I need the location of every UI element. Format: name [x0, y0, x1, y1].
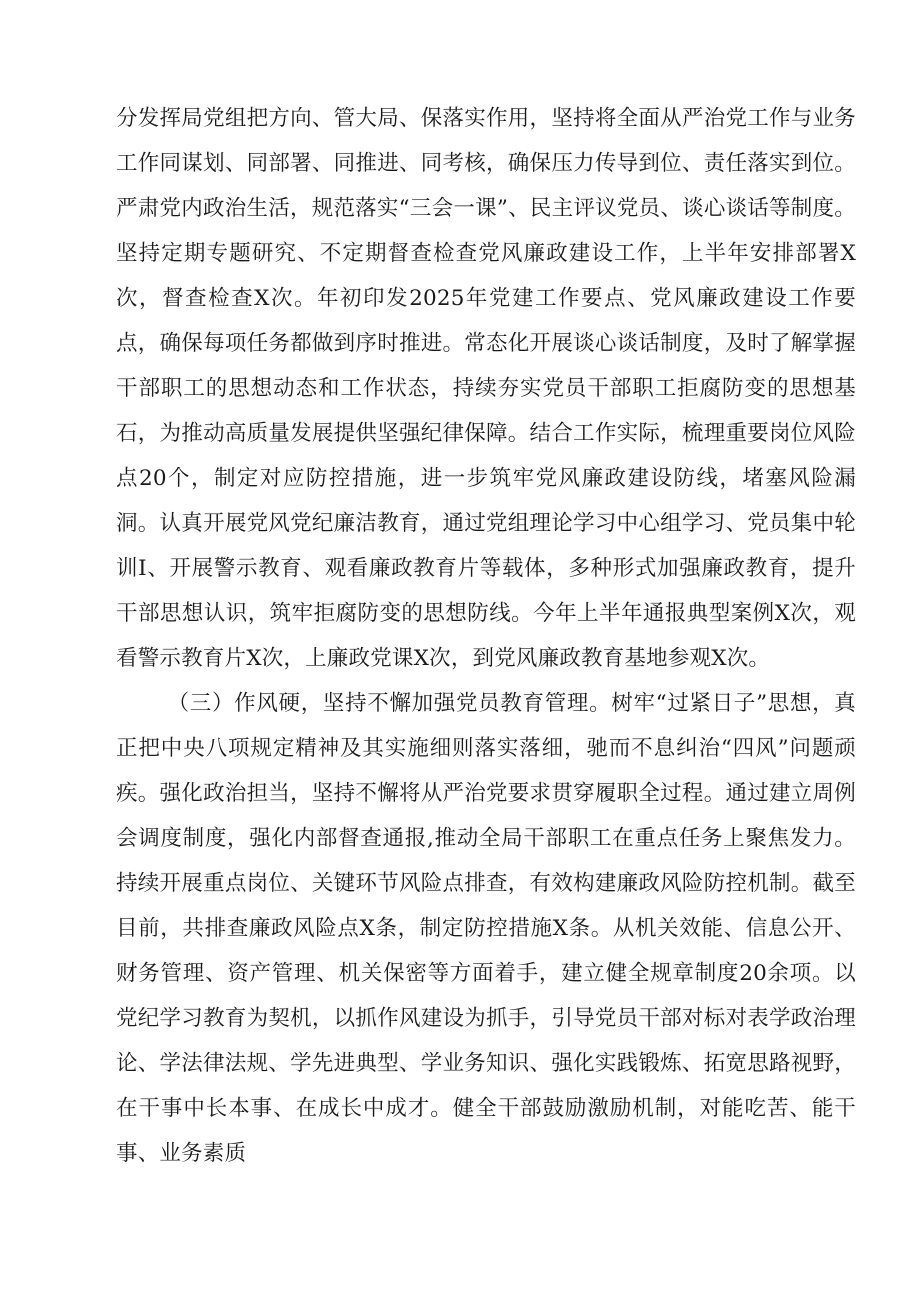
paragraph-work-style: （三）作风硬，坚持不懈加强党员教育管理。树牢“过紧日子”思想，真正把中央八项规定精神及其实施细则落实落细，驰而不息纠治“四风”问题顽疾。强化政治担当，坚持不懈将从严治党要求贯穿履职全过程。通过建立周例会调度制度，强化内部督查通报,推动全局干部职工在重点任务上聚焦发力。持续开展重点岗位、关键环节风险点排查，有效构建廉政风险防控机制。截至目前，共排查廉政风险点X条，制定防控措施X条。从机关效能、信息公开、财务管理、资产管理、机关保密等方面着手，建立健全规章制度20余项。以党纪学习教育为契机，以抓作风建设为抓手，引导党员干部对标对表学政治理论、学法律法规、学先进典型、学业务知识、强化实践锻炼、拓宽思路视野，在干事中长本事、在成长中成才。健全干部鼓励激励机制，对能吃苦、能干事、业务素质 [116, 691, 856, 1166]
document-body [116, 96, 856, 1176]
paragraph-party-conduct: 分发挥局党组把方向、管大局、保落实作用，坚持将全面从严治党工作与业务工作同谋划、同部署、同推进、同考核，确保压力传导到位、责任落实到位。严肃党内政治生活，规范落实“三会一课”、民主评议党员、谈心谈话等制度。坚持定期专题研究、不定期督查检查党风廉政建设工作，上半年安排部署X次，督查检查X次。年初印发2025年党建工作要点、党风廉政建设工作要点，确保每项任务都做到序时推进。常态化开展谈心谈话制度，及时了解掌握干部职工的思想动态和工作状态，持续夯实党员干部职工拒腐防变的思想基石，为推动高质量发展提供坚强纪律保障。结合工作实际，梳理重要岗位风险点20个，制定对应防控措施，进一步筑牢党风廉政建设防线，堵塞风险漏洞。认真开展党风党纪廉洁教育，通过党组理论学习中心组学习、党员集中轮训I、开展警示教育、观看廉政教育片等载体，多种形式加强廉政教育，提升干部思想认识，筑牢拒腐防变的思想防线。今年上半年通报典型案例X次，观看警示教育片X次，上廉政党课X次，到党风廉政教育基地参观X次。 [116, 106, 856, 671]
